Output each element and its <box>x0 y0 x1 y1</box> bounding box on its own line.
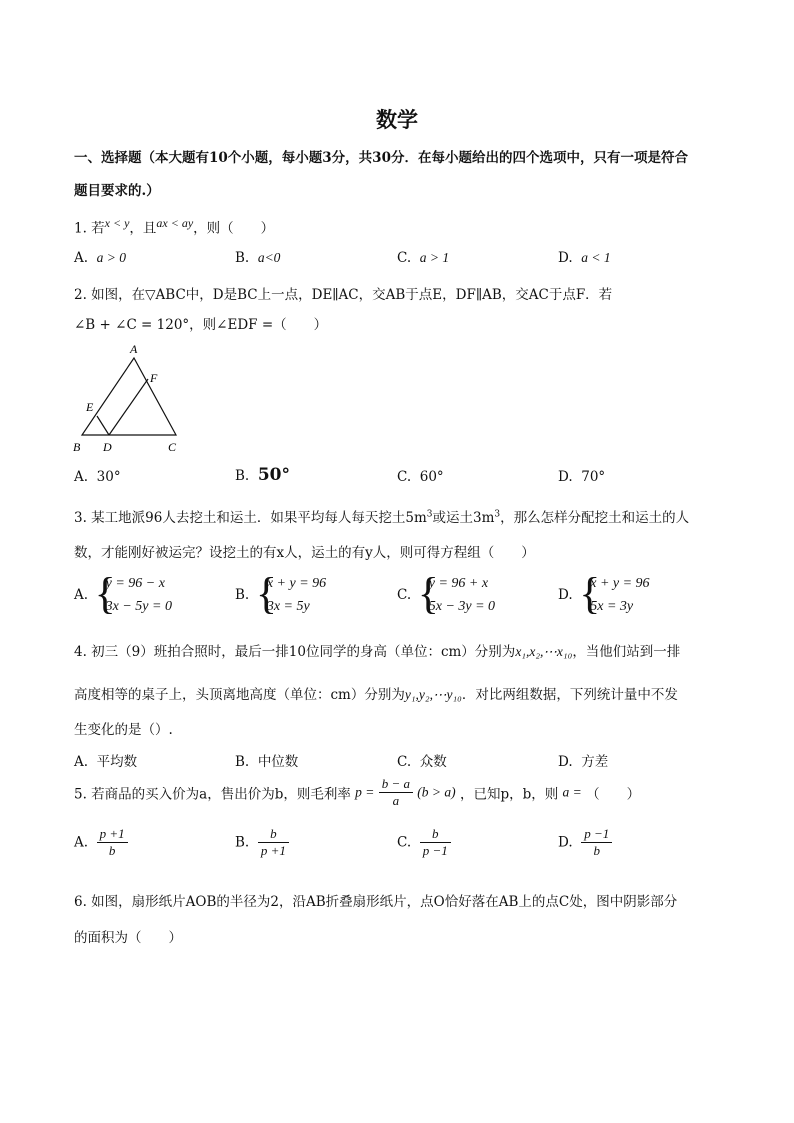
q5-option-a[interactable]: A. $\frac{p +1}{b}$ <box>74 826 128 859</box>
q3-option-c[interactable]: C. { y = 96 + x 5x − 3y = 0 <box>397 569 496 618</box>
q5-option-c[interactable]: C. $\frac{b}{p -1}$ <box>397 826 451 859</box>
q4-option-b[interactable]: B. 中位数 <box>235 754 299 770</box>
q6-stem-line1: 6. 如图，扇形纸片AOB的半径为2，沿AB折叠扇形纸片，点O恰好落在AB上的点C处，图中阴影部分 <box>74 894 678 910</box>
q3-stem-line2: 数，才能刚好被运完？设挖土的有x人，运土的有y人，则可得方程组（ ） <box>74 545 535 561</box>
q1-option-d[interactable]: D. a < 1 <box>558 250 611 266</box>
label-b: B <box>73 440 81 454</box>
q4-option-a[interactable]: A. 平均数 <box>74 754 138 770</box>
q5-option-d[interactable]: D. $\frac{p -1}{b}$ <box>558 826 612 859</box>
q5-option-b[interactable]: B. $\frac{b}{p +1}$ <box>235 826 289 859</box>
q4-stem-line2: 高度相等的桌子上，头顶离地高度（单位：cm）分别为y₁,y₂,⋯y₁₀．对比两组数据，下列统计量中不发 <box>74 687 678 703</box>
q1-option-c[interactable]: C. a > 1 <box>397 250 450 266</box>
section-heading-line1: 一、选择题（本大题有10个小题，每小题3分，共30分．在每小题给出的四个选项中，只有一项是符合 <box>74 150 688 166</box>
label-f: F <box>150 371 158 385</box>
q2-option-a[interactable]: A. 30° <box>74 469 121 485</box>
q3-option-a[interactable]: A. { y = 96 − x 3x − 5y = 0 <box>74 569 172 618</box>
triangle-abc <box>82 358 176 435</box>
q4-option-c[interactable]: C. 众数 <box>397 754 447 770</box>
q1-condition-2: ax < ay <box>156 216 194 230</box>
segment-de <box>97 416 109 435</box>
q5-stem: 5. 若商品的买入价为a，售出价为b，则毛利率 p = $\frac{b - a}{a}$ (b > a) ，已知p，b，则 a = （ ） <box>74 776 641 808</box>
q3-option-b[interactable]: B. { x + y = 96 3x = 5y <box>235 569 327 618</box>
q2-option-c[interactable]: C. 60° <box>397 469 444 485</box>
q1-stem: 1. 若$^{x < y}$，且$^{ax < ay}$，则（ ） <box>74 216 275 237</box>
q3-stem-line1: 3. 某工地派96人去挖土和运土．如果平均每人每天挖土$5m^3$或运土$3m^3$，那么怎样分配挖土和运土的人 <box>74 509 690 526</box>
q2-option-b[interactable]: B. 50° <box>235 465 290 485</box>
label-d: D <box>103 440 112 454</box>
q2-stem-line1: 2. 如图，在▽ABC中，D是BC上一点，DE∥AC，交AB于点E，DF∥AB，交AC于点F．若 <box>74 287 613 303</box>
q1-option-b[interactable]: B. a<0 <box>235 250 281 266</box>
label-a: A <box>130 342 138 356</box>
label-c: C <box>168 440 177 454</box>
q1-condition-1: x < y <box>104 216 130 230</box>
q3-option-d[interactable]: D. { x + y = 96 5x = 3y <box>558 569 650 618</box>
q1-option-a[interactable]: A. a > 0 <box>74 250 127 266</box>
triangle-figure <box>70 340 190 458</box>
q4-option-d[interactable]: D. 方差 <box>558 754 609 770</box>
q4-stem-line3: 生变化的是（）. <box>74 722 173 738</box>
section-heading-line2: 题目要求的.） <box>74 183 160 199</box>
q2-option-d[interactable]: D. 70° <box>558 469 606 485</box>
q4-stem-line1: 4. 初三（9）班拍合照时，最后一排10位同学的身高（单位：cm）分别为x₁,x₂,⋯x₁₀，当他们站到一排 <box>74 644 681 660</box>
page-title: 数学 <box>376 108 418 132</box>
q6-stem-line2: 的面积为（ ） <box>74 930 182 946</box>
q2-stem-line2: ∠B + ∠C = 120°，则∠EDF =（ ） <box>74 317 328 333</box>
label-e: E <box>86 400 94 414</box>
